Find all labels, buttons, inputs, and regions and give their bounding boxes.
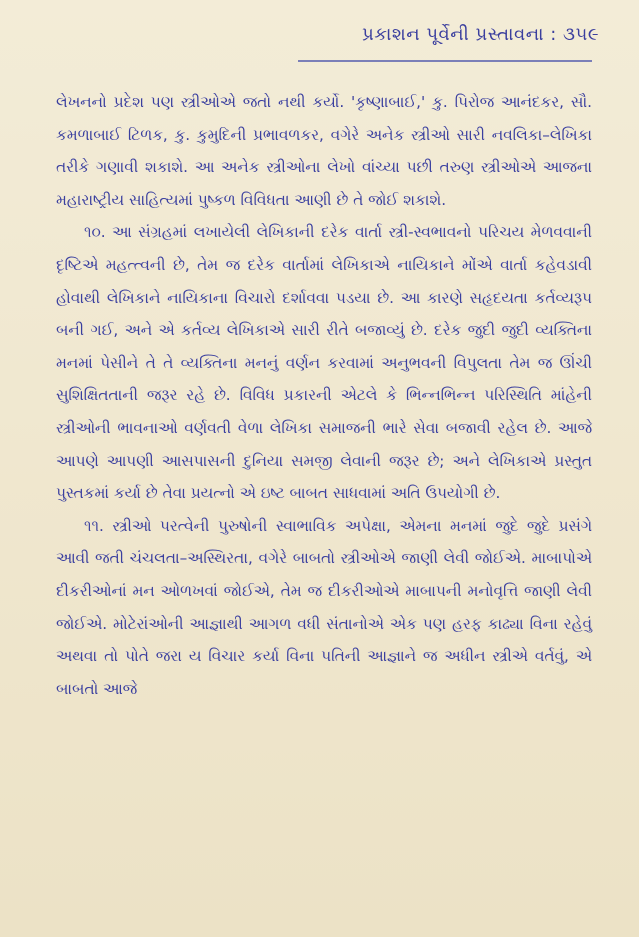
paragraph-10: ૧૦. આ સંગ્રહમાં લખાયેલી લેખિકાની દરેક વાર્તા સ્ત્રી-સ્વભાવનો પરિચય મેળવવાની દૃષ્ટિએ મહત્ત્વની છે, તેમ જ દરેક વાર્તામાં લેખિકાએ નાયિકાને મોંએ વાર્તા કહેવડાવી હોવાથી લેખિકાને નાયિકાના વિચારો દર્શાવવા પડયા છે. આ કારણે સહૃદયતા કર્તવ્યરૂપ બની ગઈ, અને એ કર્તવ્ય લેખિકાએ સારી રીતે બજાવ્યું છે. દરેક જુદી જુદી વ્યક્તિના મનમાં પેસીને તે તે વ્યક્તિના મનનું વર્ણન કરવામાં અનુભવની વિપુલતા તેમ જ ઊંચી સુશિક્ષિતતાની જરૂર રહે છે. વિવિધ પ્રકારની એટલે કે ભિન્નભિન્ન પરિસ્થિતિ માંહેની સ્ત્રીઓની ભાવનાઓ વર્ણવતી વેળા લેખિકા સમાજની ભારે સેવા બજાવી રહેલ છે. આજે આપણે આપણી આસપાસની દુનિયા સમજી લેવાની જરૂર છે; અને લેખિકાએ પ્રસ્તુત પુસ્તકમાં કર્યા છે તેવા પ્રયત્નો એ ઇષ્ટ બાબત સાધવામાં અતિ ઉપયોગી છે.: [56, 223, 592, 503]
body-text: [56, 86, 592, 705]
paragraph-11: ૧૧. સ્ત્રીઓ પરત્વેની પુરુષોની સ્વાભાવિક અપેક્ષા, એમના મનમાં જુદે જુદે પ્રસંગે આવી જતી ચંચલતા–અસ્થિરતા, વગેરે બાબતો સ્ત્રીઓએ જાણી લેવી જોઈએ. માબાપોએ દીકરીઓનાં મન ઓળખવાં જોઈએ, તેમ જ દીકરીઓએ માબાપની મનોવૃત્તિ જાણી લેવી જોઈએ. મોટેરાંઓની આજ્ઞાથી આગળ વધી સંતાનોએ એક પણ હરફ કાઢ્યા વિના રહેવું અથવા તો પોતે જરા ય વિચાર કર્યા વિના પતિની આજ્ઞાને જ અધીન સ્ત્રીએ વર્તવું, એ બાબતો આજે: [56, 516, 592, 698]
running-header: પ્રકાશન પૂર્વેની પ્રસ્તાવના : ૩૫૯: [362, 24, 599, 45]
paragraph-continued: લેખનનો પ્રદેશ પણ સ્ત્રીઓએ જતો નથી કર્યો. 'કૃષ્ણાબાઈ,' કુ. પિરોજ આનંદકર, સૌ. કમળાબાઈ ટિળક, કુ. કુમુદિની પ્રભાવળકર, વગેરે અનેક સ્ત્રીઓ સારી નવલિકા–લેખિકા તરીકે ગણાવી શકાશે. આ અનેક સ્ત્રીઓના લેખો વાંચ્યા પછી તરુણ સ્ત્રીઓએ આજના મહારાષ્ટ્રીય સાહિત્યમાં પુષ્કળ વિવિધતા આણી છે તે જોઈ શકાશે.: [56, 93, 592, 209]
header-rule: [298, 60, 592, 62]
